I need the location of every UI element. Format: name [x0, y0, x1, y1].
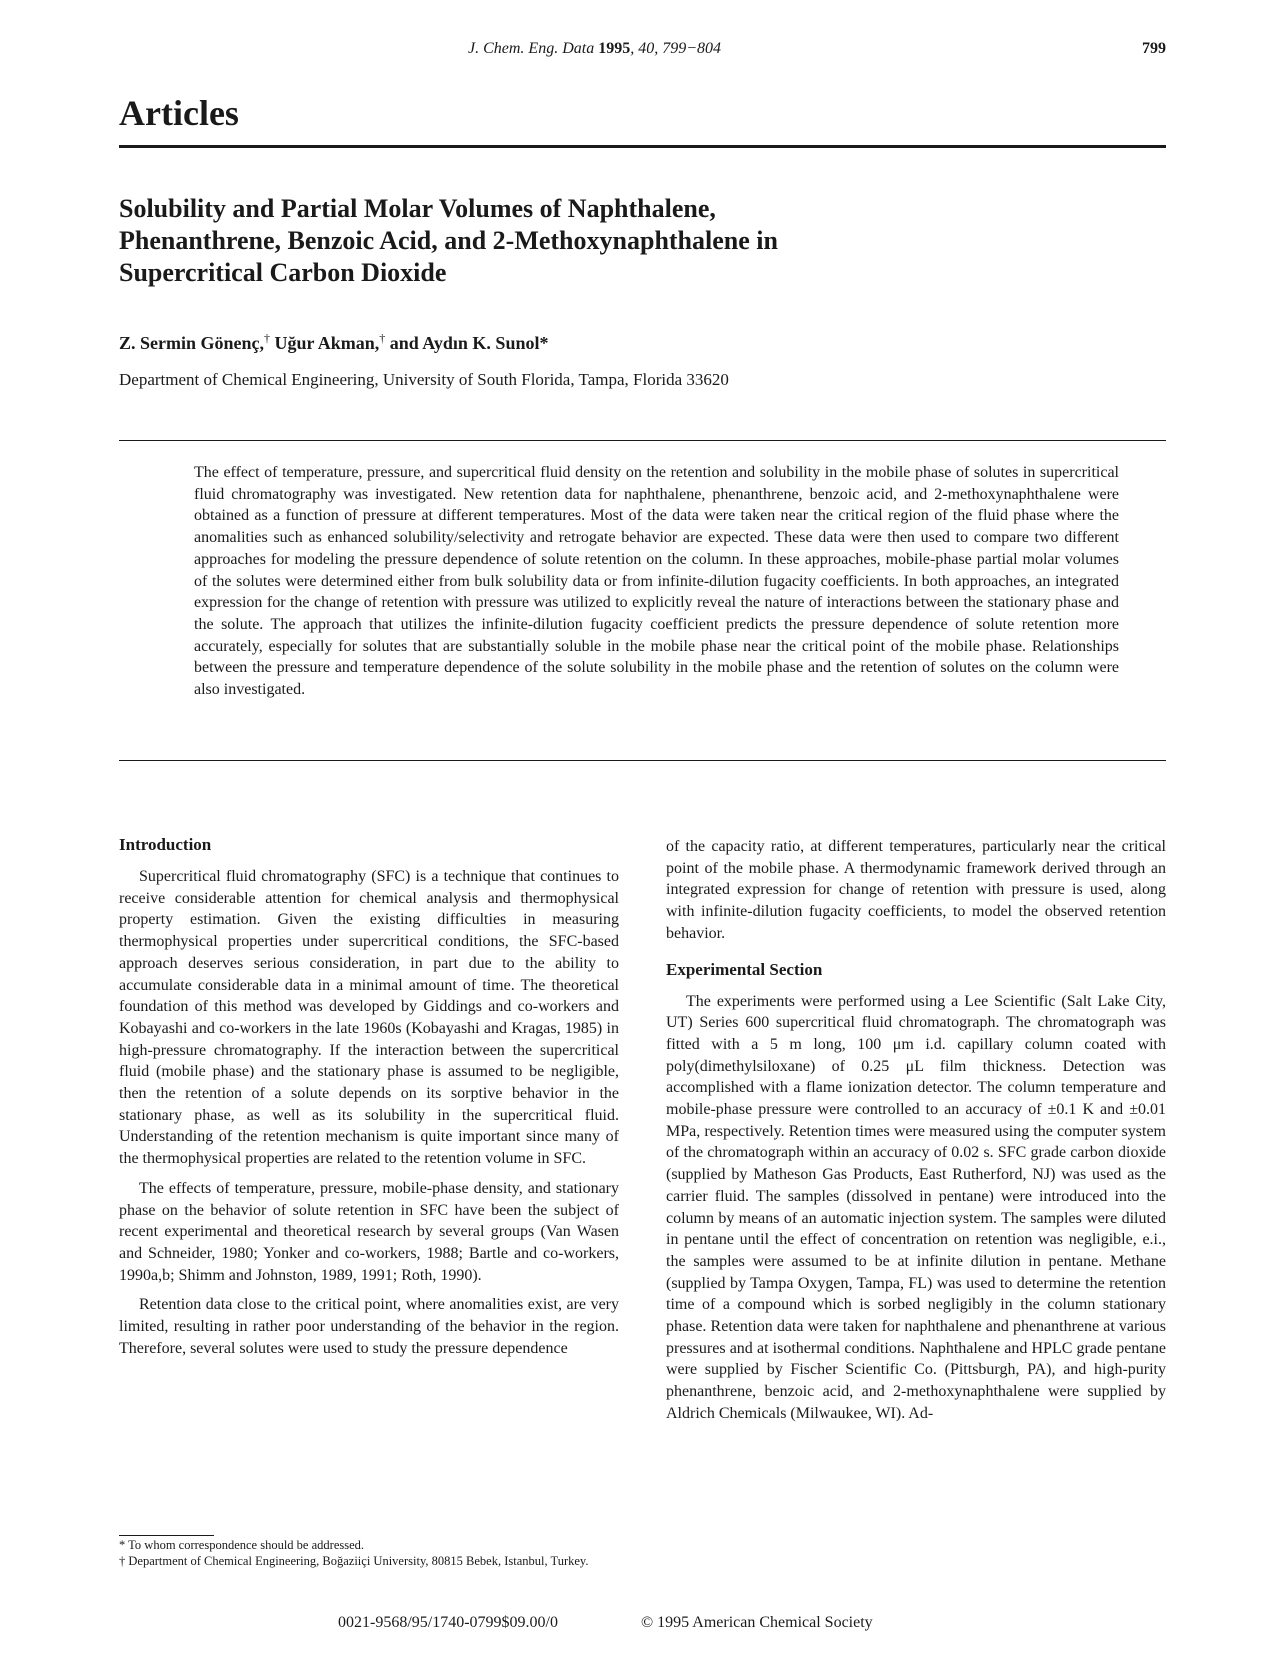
page-footer	[0, 1614, 1285, 1636]
affiliation: Department of Chemical Engineering, University of South Florida, Tampa, Florida 33620	[119, 370, 729, 389]
journal-name: J. Chem. Eng. Data	[468, 40, 595, 57]
section-heading: Articles	[119, 93, 239, 133]
author-mark: †	[379, 331, 386, 345]
paragraph: Supercritical fluid chromatography (SFC) is a technique that continues to receive considerable attention for chemical analysis and thermophysical property estimation. Given the existing difficulties in measuring thermophysical properties under supercritical conditions, the SFC-based approach deserves serious consideration, in part due to the ability to accumulate considerable data in a minimal amount of time. The theoretical foundation of this method was developed by Giddings and co-workers and Kobayashi and co-workers in the late 1960s (Kobayashi and Kragas, 1985) in high-pressure chromatography. If the interaction between the supercritical fluid (mobile phase) and the stationary phase is assumed to be negligible, then the retention of a solute depends on its sorptive behavior in the stationary phase, as well as its solubility in the supercritical fluid. Understanding of the retention mechanism is quite important since many of the thermophysical properties are related to the retention volume in SFC.	[119, 868, 619, 1168]
section-heading-experimental: Experimental Section	[666, 959, 823, 979]
paragraph: of the capacity ratio, at different temperatures, particularly near the critical point of the mobile phase. A thermodynamic framework derived through an integrated expression for change of retention with pressure is used, along with infinite-dilution fugacity coefficients, to model the observed retention behavior.	[666, 838, 1166, 942]
article-title	[119, 193, 1119, 289]
section-heading-introduction: Introduction	[119, 835, 212, 854]
title-line: Solubility and Partial Molar Volumes of Naphthalene,	[119, 194, 716, 223]
paragraph: The effects of temperature, pressure, mobile-phase density, and stationary phase on the behavior of solute retention in SFC have been the subject of recent experimental and theoretical research by several groups (Van Wasen and Schneider, 1980; Yonker and co-workers, 1988; Bartle and co-workers, 1990a,b; Shimm and Johnston, 1989, 1991; Roth, 1990).	[119, 1179, 619, 1284]
title-line: Supercritical Carbon Dioxide	[119, 258, 447, 287]
author-name: Uğur Akman,	[274, 333, 380, 353]
author-name: and Aydın K. Sunol*	[389, 333, 549, 353]
page-number: 799	[1142, 40, 1166, 57]
abstract-bottom-rule	[119, 760, 1166, 761]
copyright: © 1995 American Chemical Society	[641, 1614, 873, 1631]
heading-rule	[119, 145, 1166, 148]
footnote: * To whom correspondence should be addressed.	[119, 1538, 365, 1552]
author-list	[119, 331, 548, 354]
paragraph: The experiments were performed using a Lee Scientific (Salt Lake City, UT) Series 600 supercritical fluid chromatograph. The chromatograph was fitted with a 5 m long, 100 μm i.d. capillary column coated with poly(dimethylsiloxane) of 0.25 μL film thickness. Detection was accomplished with a flame ionization detector. The column temperature and mobile-phase pressure were controlled to an accuracy of ±0.1 K and ±0.01 MPa, respectively. Retention times were measured using the computer system of the chromatograph within an accuracy of 0.02 s. SFC grade carbon dioxide (supplied by Matheson Gas Products, East Rutherford, NJ) was used as the carrier fluid. The samples (dissolved in pentane) were introduced into the column by means of an automatic injection system. The samples were diluted in pentane until the effect of concentration on retention was negligible, e.i., the samples were assumed to be at infinite dilution in pentane. Methane (supplied by Tampa Oxygen, Tampa, FL) was used to determine the retention time of a compound which is sorbed negligibly in the column stationary phase. Retention data were taken for naphthalene and phenanthrene at various pressures and at isothermal conditions. Naphthalene and HPLC grade pentane were supplied by Fischer Scientific Co. (Pittsburgh, PA), and high-purity phenanthrene, benzoic acid, and 2-methoxynaphthalene were supplied by Aldrich Chemicals (Milwaukee, WI). Ad-	[666, 992, 1166, 1422]
author-name: Z. Sermin Gönenç,	[119, 333, 265, 353]
footnote: † Department of Chemical Engineering, Boğaziiçi University, 80815 Bebek, Istanbul, Turkey.	[119, 1553, 589, 1568]
abstract-top-rule	[119, 440, 1166, 441]
author-mark: †	[264, 331, 271, 345]
abstract: The effect of temperature, pressure, and supercritical fluid density on the retention and solubility in the mobile phase of solutes in supercritical fluid chromatography was investigated. New retention data for naphthalene, phenanthrene, benzoic acid, and 2-methoxynaphthalene were obtained as a function of pressure at different temperatures. Most of the data were taken near the critical region of the fluid phase where the anomalities such as enhanced solubility/selectivity and retrogate behavior are expected. These data were then used to compare two different approaches for modeling the pressure dependence of solute retention on the column. In these approaches, mobile-phase partial molar volumes of the solutes were determined either from bulk solubility data or from infinite-dilution fugacity coefficients. In both approaches, an integrated expression for the change of retention with pressure was utilized to explicitly reveal the nature of interactions between the stationary phase and the solute. The approach that utilizes the infinite-dilution fugacity coefficient predicts the pressure dependence of solute retention more accurately, especially for solutes that are substantially soluble in the mobile phase near the critical point of the mobile phase. Relationships between the pressure and temperature dependence of the solute solubility in the mobile phase and the retention of solutes on the column were also investigated.	[194, 464, 1119, 699]
article-code: 0021-9568/95/1740-0799$09.00/0	[338, 1614, 558, 1631]
journal-citation: J. Chem. Eng. Data 1995, 40, 799−804	[468, 40, 721, 57]
running-head	[0, 40, 1285, 64]
paragraph: Retention data close to the critical point, where anomalities exist, are very limited, resulting in rather poor understanding of the behavior in the region. Therefore, several solutes were used to study the pressure dependence	[119, 1296, 619, 1357]
journal-year: 1995	[598, 40, 631, 57]
footnote-rule	[119, 1535, 214, 1536]
left-column	[119, 834, 619, 1367]
footnotes	[119, 1538, 639, 1569]
title-line: Phenanthrene, Benzoic Acid, and 2-Methoxynaphthalene in	[119, 226, 778, 255]
journal-volume: 40	[638, 40, 655, 57]
right-column	[666, 836, 1166, 1433]
journal-pages: 799−804	[662, 40, 721, 57]
